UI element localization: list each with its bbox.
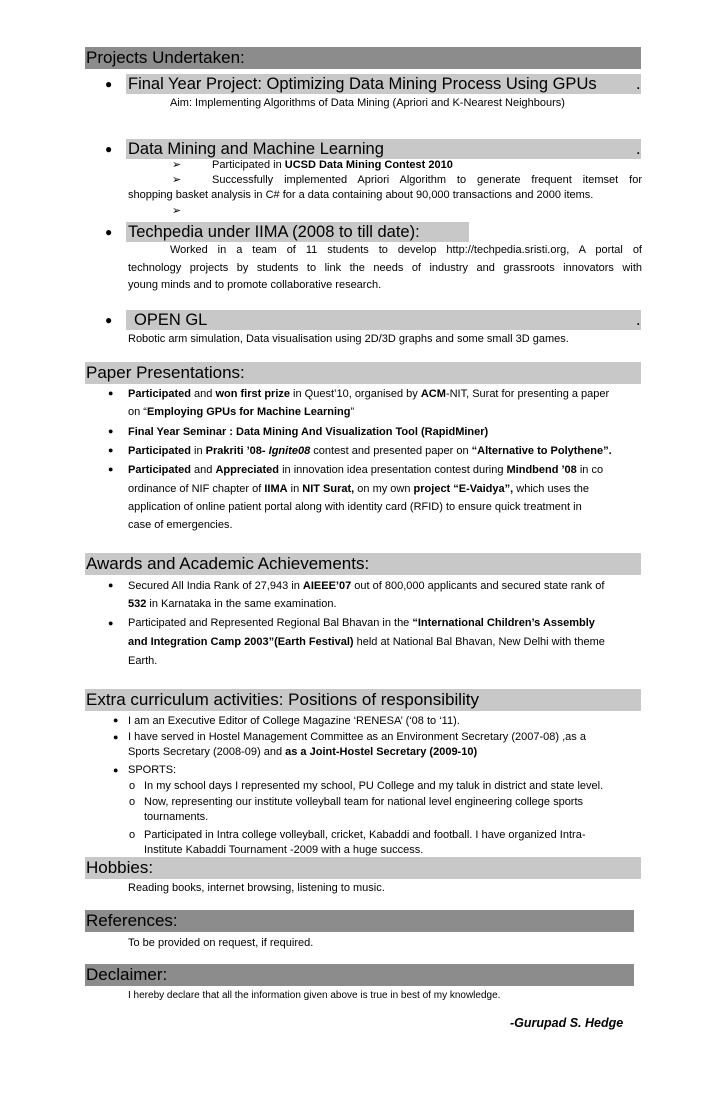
circle-bullet-icon: o — [129, 780, 136, 792]
circle-bullet-icon: o — [129, 829, 136, 841]
project-4-desc: Robotic arm simulation, Data visualisation using 2D/3D graphs and some small 3D games. — [128, 333, 569, 345]
project-title-4: OPEN GL — [134, 311, 208, 329]
paper-item-3: Participated in Prakriti ’08- Ignite08 contest and presented paper on “Alternative to Polythene”. — [128, 445, 612, 457]
bullet-icon: ● — [105, 142, 113, 156]
award-item-2-line-3: Earth. — [128, 655, 158, 667]
extra-item-2-cont: Sports Secretary (2008-09) and as a Joint-Hostel Secretary (2009-10) — [128, 746, 478, 758]
sports-item-3-cont: Institute Kabaddi Tournament -2009 with a huge success. — [144, 844, 424, 856]
bullet-icon: ● — [113, 765, 119, 775]
project-2-item-1: Participated in UCSD Data Mining Contest 2010 — [212, 159, 453, 171]
project-3-line-3: young minds and to promote collaborative research. — [128, 279, 382, 291]
award-item-2: Participated and Represented Regional Bal Bhavan in the “International Children’s Assembly — [128, 617, 595, 629]
bullet-icon: ● — [108, 426, 114, 436]
extra-item-1: I am an Executive Editor of College Magazine ‘RENESA’ (‘08 to ‘11). — [128, 715, 460, 727]
paper-item-1-cont: on “Employing GPUs for Machine Learning” — [128, 406, 355, 418]
award-item-1-cont: 532 in Karnataka in the same examination. — [128, 598, 337, 610]
declaimer-text: I hereby declare that all the information given above is true in best of my knowledge. — [128, 990, 501, 1001]
section-bar-declaimer — [85, 964, 634, 986]
paper-item-1: Participated and won first prize in Quest’10, organised by ACM-NIT, Surat for presenting a paper — [128, 388, 610, 400]
references-text: To be provided on request, if required. — [128, 937, 314, 949]
section-heading-references: References: — [86, 911, 178, 930]
project-title-1: Final Year Project: Optimizing Data Mining Process Using GPUs — [128, 75, 597, 93]
arrow-bullet-icon: ➢ — [172, 159, 182, 171]
paper-item-4-line-2: ordinance of NIF chapter of IIMA in NIT Surat, on my own project “E-Vaidya”, which uses the — [128, 483, 590, 495]
bullet-icon: ● — [108, 388, 114, 398]
section-heading-extra: Extra curriculum activities: Positions of responsibility — [86, 690, 480, 709]
award-item-2-cont: and Integration Camp 2003”(Earth Festival) held at National Bal Bhavan, New Delhi with theme — [128, 636, 605, 648]
project-2-item-2-cont: shopping basket analysis in C# for a data containing about 90,000 transactions and 2000 items. — [128, 189, 594, 201]
extra-item-3: SPORTS: — [128, 764, 177, 776]
bullet-icon: ● — [108, 618, 114, 628]
circle-bullet-icon: o — [129, 796, 136, 808]
award-item-1: Secured All India Rank of 27,943 in AIEEE’07 out of 800,000 applicants and secured state rank of — [128, 580, 605, 592]
bullet-icon: ● — [105, 225, 113, 239]
sports-item-1: In my school days I represented my school, PU College and my taluk in district and state level. — [144, 780, 604, 792]
project-3-line-1: Worked in a team of 11 students to develop http://techpedia.sristi.org, A portal of — [170, 244, 642, 256]
section-bar-hobbies — [85, 857, 641, 879]
section-heading-hobbies: Hobbies: — [86, 858, 154, 877]
project-dot-2: . — [636, 140, 641, 158]
project-dot-4: . — [636, 311, 641, 329]
section-heading-declaimer: Declaimer: — [86, 965, 168, 984]
bullet-icon: ● — [108, 445, 114, 455]
sports-item-2: Now, representing our institute volleyball team for national level engineering college sports — [144, 796, 584, 808]
bullet-icon: ● — [105, 313, 113, 327]
bullet-icon: ● — [108, 580, 114, 590]
project-3-line-2: technology projects by students to link the needs of industry and grassroots innovators with — [128, 262, 642, 274]
section-heading-awards: Awards and Academic Achievements: — [86, 554, 370, 573]
hobbies-text: Reading books, internet browsing, listening to music. — [128, 882, 385, 894]
sports-item-3: Participated in Intra college volleyball, cricket, Kabaddi and football. I have organized Intra- — [144, 829, 586, 841]
project-aim-1: Aim: Implementing Algorithms of Data Mining (Apriori and K-Nearest Neighbours) — [170, 97, 565, 109]
bullet-icon: ● — [113, 732, 119, 742]
signature: -Gurupad S. Hedge — [510, 1016, 624, 1030]
sports-item-2-cont: tournaments. — [144, 811, 209, 823]
section-heading-papers: Paper Presentations: — [86, 363, 245, 382]
bullet-icon: ● — [108, 464, 114, 474]
section-heading-projects: Projects Undertaken: — [86, 48, 245, 67]
arrow-bullet-icon: ➢ — [172, 174, 182, 186]
extra-item-2: I have served in Hostel Management Committee as an Environment Secretary (2007-08) ,as a — [128, 731, 586, 743]
paper-item-4-line-4: case of emergencies. — [128, 519, 233, 531]
arrow-bullet-icon: ➢ — [172, 205, 182, 217]
paper-item-4-line-3: application of online patient portal along with identity card (RFID) to ensure quick treatment in — [128, 501, 582, 513]
paper-item-2: Final Year Seminar : Data Mining And Visualization Tool (RapidMiner) — [128, 426, 489, 438]
project-dot-1: . — [636, 75, 641, 93]
project-title-2: Data Mining and Machine Learning — [128, 140, 384, 158]
bullet-icon: ● — [105, 77, 113, 91]
paper-item-4: Participated and Appreciated in innovation idea presentation contest during Mindbend ’08 in co — [128, 464, 604, 476]
project-title-3: Techpedia under IIMA (2008 to till date): — [128, 223, 420, 241]
project-2-item-2: Successfully implemented Apriori Algorithm to generate frequent itemset for — [212, 174, 642, 186]
bullet-icon: ● — [113, 715, 119, 725]
